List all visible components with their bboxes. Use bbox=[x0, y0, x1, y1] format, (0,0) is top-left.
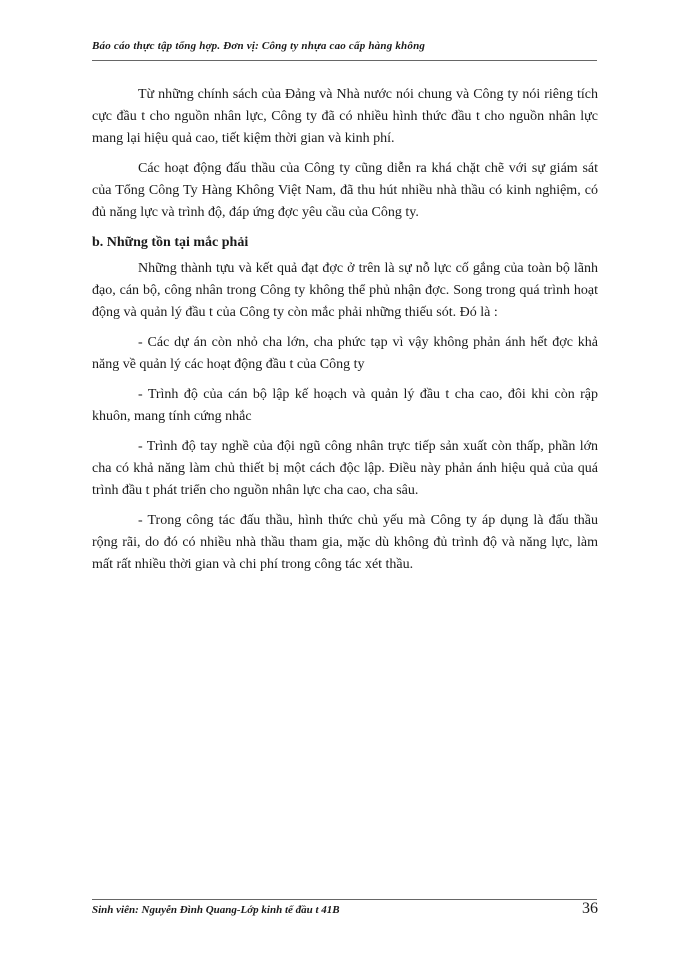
list-item: - Trình độ của cán bộ lập kế hoạch và quản lý đầu t cha cao, đôi khi còn rập khuôn, mang tính cứng nhắc bbox=[92, 387, 598, 424]
list-item: - Các dự án còn nhỏ cha lớn, cha phức tạp vì vậy không phản ánh hết đợc khả năng về quản lý các hoạt động đầu t của Công ty bbox=[92, 335, 598, 372]
paragraph-bidding: Các hoạt động đấu thầu của Công ty cũng diễn ra khá chặt chẽ với sự giám sát của Tổng Công Ty Hàng Không Việt Nam, đã thu hút nhiều nhà thầu có kinh nghiệm, có đủ năng lực và trình độ, đáp ứng đợc yêu cầu của Công ty. bbox=[92, 161, 598, 220]
list-item: - Trình độ tay nghề của đội ngũ công nhân trực tiếp sản xuất còn thấp, phần lớn cha có khả năng làm chủ thiết bị một cách độc lập. Điều này phản ánh hiệu quả của quá trình đầu t phát triển cho nguồn nhân lực cha cao, cha sâu. bbox=[92, 439, 598, 498]
paragraph-shortcomings-intro: Những thành tựu và kết quả đạt đợc ở trên là sự nỗ lực cố gắng của toàn bộ lãnh đạo, cán bộ, công nhân trong Công ty không thể phủ nhận đợc. Song trong quá trình hoạt động và quản lý đầu t của Công ty còn mắc phải những thiếu sót. Đó là : bbox=[92, 261, 598, 320]
page-body bbox=[92, 84, 598, 584]
footer-author: Sinh viên: Nguyễn Đình Quang-Lớp kinh tế đầu t 41B bbox=[92, 904, 340, 916]
header-divider bbox=[92, 60, 597, 61]
paragraph-policy: Từ những chính sách của Đảng và Nhà nước nói chung và Công ty nói riêng tích cực đầu t cho nguồn nhân lực, Công ty đã có nhiều hình thức đầu t cho nguồn nhân lực mang lại hiệu quả cao, tiết kiệm thời gian và kinh phí. bbox=[92, 87, 598, 146]
page-number: 36 bbox=[582, 900, 598, 917]
list-item: - Trong công tác đấu thầu, hình thức chủ yếu mà Công ty áp dụng là đấu thầu rộng rãi, do đó có nhiều nhà thầu tham gia, mặc dù không đủ trình độ và năng lực, làm mất rất nhiều thời gian và chi phí trong công tác xét thầu. bbox=[92, 513, 598, 572]
running-header: Báo cáo thực tập tổng hợp. Đơn vị: Công ty nhựa cao cấp hàng không bbox=[92, 40, 426, 52]
section-heading: b. Những tồn tại mắc phải bbox=[92, 235, 249, 250]
footer-divider bbox=[92, 899, 597, 900]
